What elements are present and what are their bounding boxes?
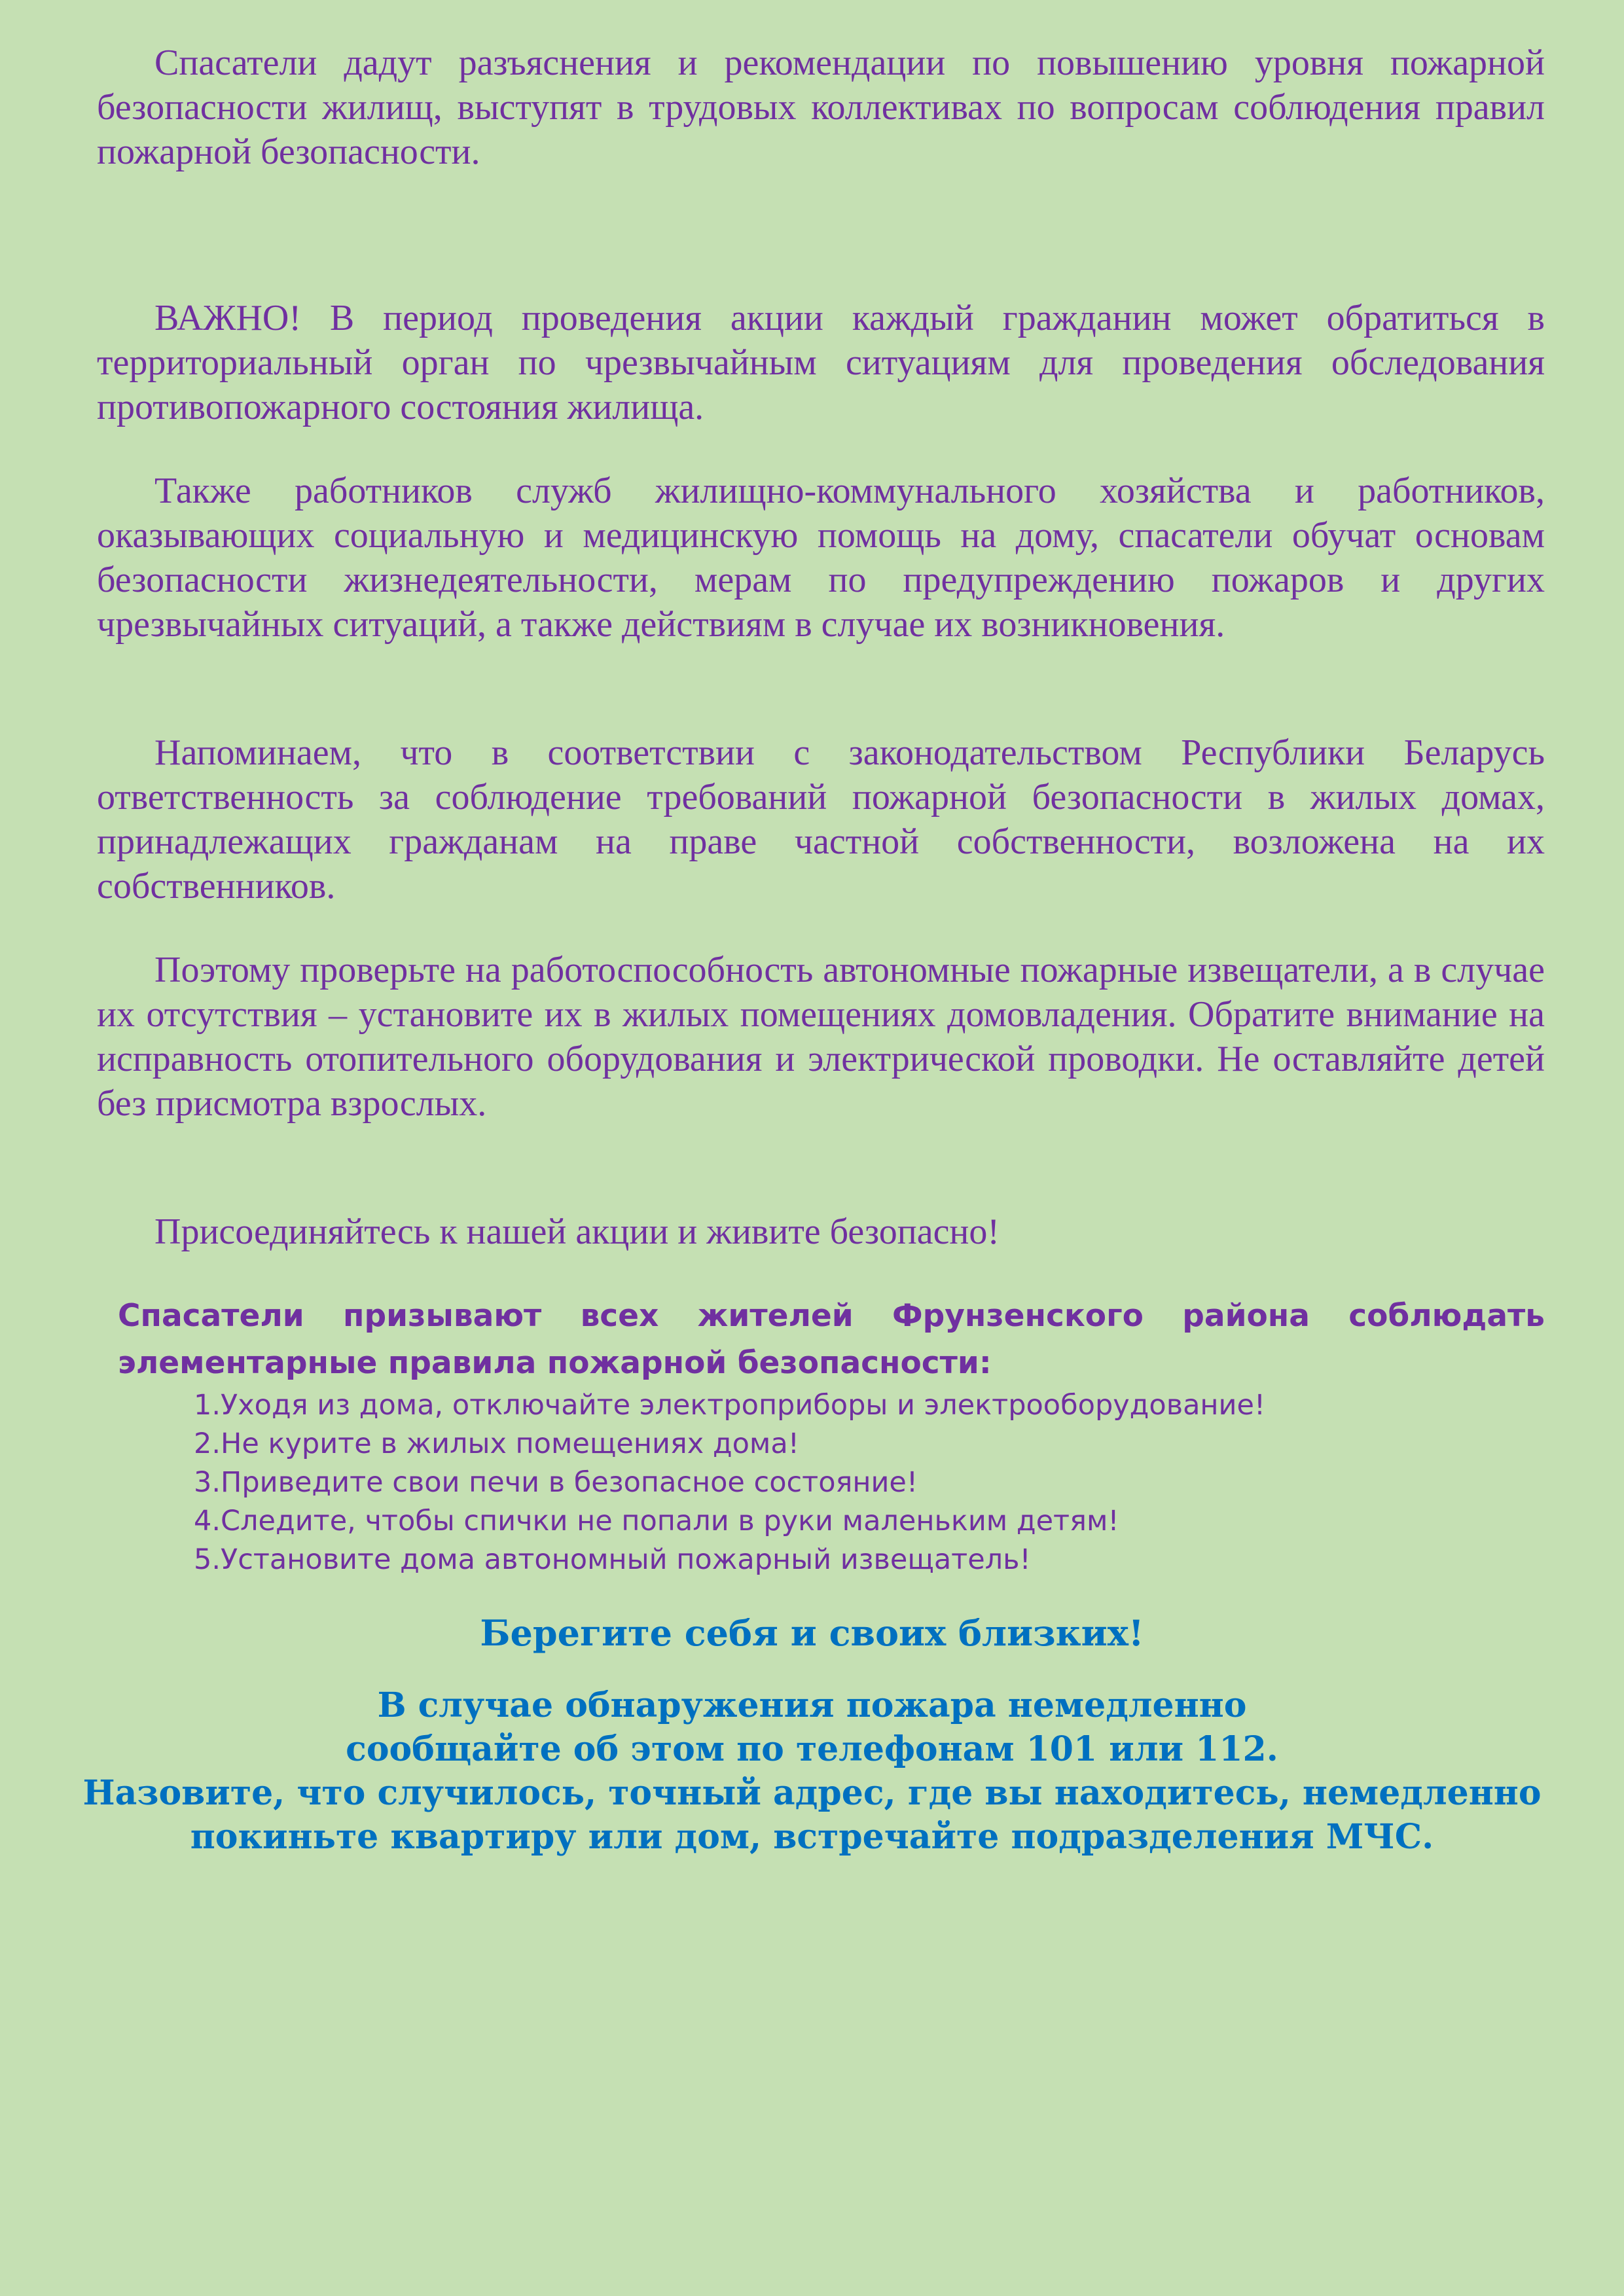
emergency-line: В случае обнаружения пожара немедленно — [377, 1685, 1247, 1725]
appeal-heading: Спасатели призывают всех жителей Фрунзенского района соблюдать элементарные правила пожарной безопасности: — [118, 1298, 1545, 1381]
emergency-line: сообщайте об этом по телефонам 101 или 112. — [346, 1729, 1278, 1769]
emergency-line: Назовите, что случилось, точный адрес, где вы находитесь, немедленно — [82, 1773, 1542, 1813]
paragraph-training-workers: Также работников служб жилищно-коммунального хозяйства и работников, оказывающих социальную и медицинскую помощь на дому, спасатели обучат основам безопасности жизнедеятельности, мерам по предупреждению пожаров и других чрезвычайных ситуаций, а также действиям в случае их возникновения. — [97, 471, 1545, 645]
rule-item: 4.Следите, чтобы спички не попали в руки маленьким детям! — [194, 1505, 1119, 1537]
paragraph-important-notice: ВАЖНО! В период проведения акции каждый гражданин может обратиться в территориальный орган по чрезвычайным ситуациям для проведения обследования противопожарного состояния жилища. — [97, 298, 1545, 427]
rule-item: 5.Установите дома автономный пожарный извещатель! — [194, 1543, 1031, 1576]
take-care-slogan: Берегите себя и своих близких! — [480, 1612, 1144, 1654]
paragraph-join-campaign: Присоединяйтесь к нашей акции и живите безопасно! — [154, 1211, 1000, 1252]
fire-safety-rules-list — [194, 1386, 1503, 1579]
paragraph-rescuers-explanations: Спасатели дадут разъяснения и рекомендации по повышению уровня пожарной безопасности жилищ, выступят в трудовых коллективах по вопросам соблюдения правил пожарной безопасности. — [97, 43, 1545, 172]
emergency-instructions — [0, 1683, 1624, 1859]
paragraph-check-detectors: Поэтому проверьте на работоспособность автономные пожарные извещатели, а в случае их отсутствия – установите их в жилых помещениях домовладения. Обратите внимание на исправность отопительного оборудования и электрической проводки. Не оставляйте детей без присмотра взрослых. — [97, 950, 1545, 1124]
rule-item: 3.Приведите свои печи в безопасное состояние! — [194, 1466, 918, 1499]
emergency-line: покиньте квартиру или дом, встречайте подразделения МЧС. — [190, 1817, 1434, 1857]
rule-item: 2.Не курите в жилых помещениях дома! — [194, 1427, 799, 1460]
rule-item: 1.Уходя из дома, отключайте электроприборы и электрооборудование! — [194, 1389, 1266, 1422]
paragraph-legal-responsibility: Напоминаем, что в соответствии с законодательством Республики Беларусь ответственность за соблюдение требований пожарной безопасности в жилых домах, принадлежащих гражданам на праве частной собственности, возложена на их собственников. — [97, 732, 1545, 906]
